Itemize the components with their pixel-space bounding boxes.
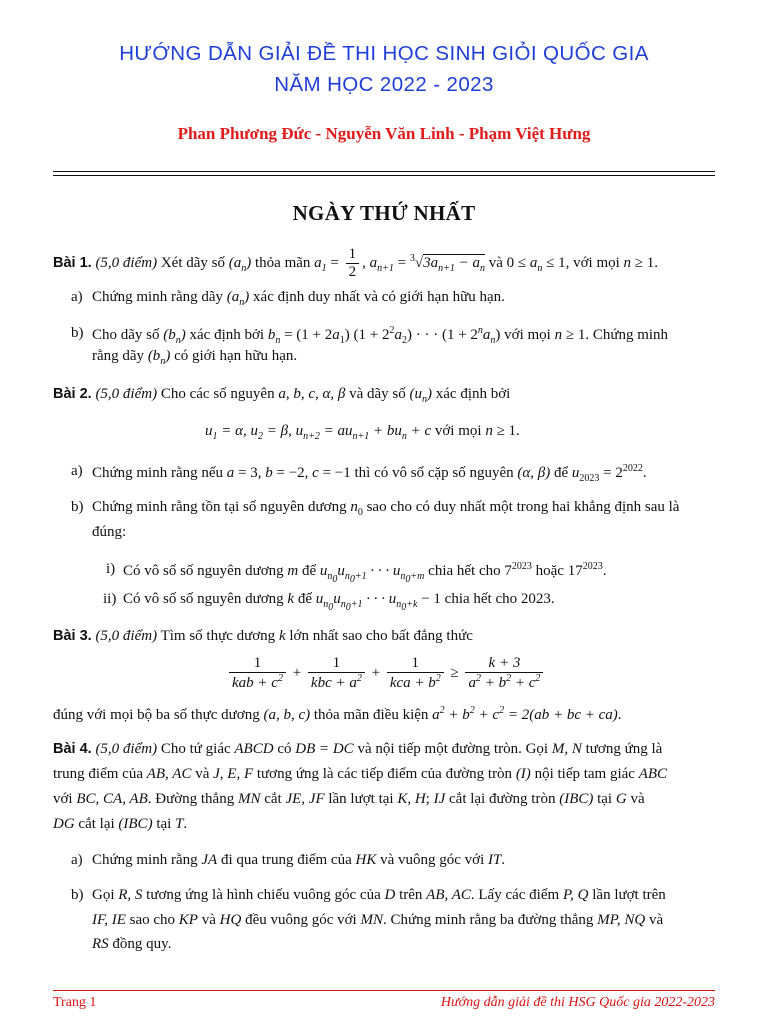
problem-4b-text-line3: RS đồng quy. <box>92 936 172 952</box>
problem-4-statement-line4: DG cắt lại (IBC) tại T. <box>53 816 188 832</box>
problem-3-condition: đúng với mọi bộ ba số thực dương (a, b, c) thỏa mãn điều kiện $a^2 + b^2 + c^2 = 2(ab$ + bc + ca). <box>53 705 622 723</box>
problem-2-label: Bài 2. <box>53 386 92 402</box>
header-rule-bottom <box>53 175 715 176</box>
problem-4b-label: b) <box>71 887 84 903</box>
problem-3-label: Bài 3. <box>53 628 92 644</box>
problem-2b-label: b) <box>71 499 84 515</box>
problem-1a-text: Chứng minh rằng dãy $(a_n)$ xác định duy nhất và có giới hạn hữu hạn. <box>92 289 505 308</box>
header-rule-top <box>53 171 715 172</box>
document-title-line2: NĂM HỌC 2022 - 2023 <box>274 73 494 96</box>
problem-4-statement-line1: Bài 4. (5,0 điểm) Cho tứ giác ABCD có DB = DC và nội tiếp một đường tròn. Gọi M, N tương ứng là <box>53 741 663 757</box>
problem-2a-text: Chứng minh rằng nếu a = 3, b = −2, c = −1 thì có vô số cặp số nguyên (α, β) để $u_{2023} = 2^{2022}$. <box>92 463 647 484</box>
problem-4b-text: Gọi R, S tương ứng là hình chiếu vuông góc của D trên AB, AC. Lấy các điểm P, Q lần lượt trên <box>92 887 666 903</box>
problem-2b-text-line2: đúng: <box>92 524 127 540</box>
problem-4-statement-line3: với BC, CA, AB. Đường thẳng MN cắt JE, JF lần lượt tại K, H; IJ cắt lại đường tròn (IBC) tại G và <box>53 791 645 807</box>
problem-3-statement: Bài 3. (5,0 điểm) Tìm số thực dương k lớn nhất sao cho bất đẳng thức <box>53 628 473 644</box>
page-number: Trang 1 <box>53 995 97 1010</box>
problem-2b-ii-text: Có vô số số nguyên dương k để $u_{n_0}u_{n_0+1}$ · · · $u_{n_0+k} - 1$ chia hết cho 2023. <box>123 591 555 613</box>
problem-2b-text: Chứng minh rằng tồn tại số nguyên dương $n_0$ sao cho có duy nhất một trong hai khẳng định sau là <box>92 499 680 518</box>
problem-1-statement: Bài 1. (5,0 điểm) Xét dãy số $(a_n)$ thỏa mãn $a_1$ = $\frac{1}{2}$ , $a_{n+1} = ^3√3a_{n+1} - a_n$ và $0 \le a_n \le 1$, với mọi n ≥ 1. <box>53 246 659 281</box>
problem-2b-i-label: i) <box>106 561 116 577</box>
problem-2a-label: a) <box>71 463 83 479</box>
problem-4a-label: a) <box>71 852 83 868</box>
problem-2b-ii-label: ii) <box>103 591 117 607</box>
footer-rule <box>53 990 715 991</box>
document-title-line1: HƯỚNG DẪN GIẢI ĐỀ THI HỌC SINH GIỎI QUỐC GIA <box>119 42 649 65</box>
problem-2-statement: Bài 2. (5,0 điểm) Cho các số nguyên a, b, c, α, β và dãy số $(u_n)$ xác định bởi <box>53 386 511 405</box>
problem-4b-text-line2: IF, IE sao cho KP và HQ đều vuông góc với MN. Chứng minh rằng ba đường thẳng MP, NQ và <box>92 912 664 928</box>
problem-4a-text: Chứng minh rằng JA đi qua trung điểm của HK và vuông góc với IT. <box>92 852 506 868</box>
problem-1a-label: a) <box>71 289 83 305</box>
problem-4-statement-line2: trung điểm của AB, AC và J, E, F tương ứng là các tiếp điểm của đường tròn (I) nội tiếp tam giác ABC <box>53 766 668 782</box>
problem-4-label: Bài 4. <box>53 741 92 757</box>
day-title: NGÀY THỨ NHẤT <box>292 201 476 225</box>
authors: Phan Phương Đức - Nguyễn Văn Linh - Phạm Việt Hưng <box>177 124 591 143</box>
running-footer-title: Hướng dẫn giải đề thi HSG Quốc gia 2022-2023 <box>440 995 715 1010</box>
problem-1b-text: Cho dãy số $(b_n)$ xác định bởi $b_n = (1 + 2a_1) (1 + 2^2a_2)$ · · · $(1 + 2^na_n)$ với mọi n ≥ 1. Chứng minh <box>92 325 669 346</box>
problem-2-recurrence: $u_1 = \alpha$, $u_2 = \beta$, $u_{n+2} = au_{n+1} + bu_n + c$ với mọi n ≥ 1. <box>205 423 520 442</box>
problem-1-label: Bài 1. <box>53 255 92 272</box>
problem-3-inequality: $\frac{1}{kab + c^2}$ + $\frac{1}{kbc + a^2}$ + $\frac{1}{kca + b^2}$ ≥ $\frac{k + 3}{a^2 + b^2 + c^2}$ <box>226 655 546 693</box>
problem-1b-text-line2: rằng dãy $(b_n)$ có giới hạn hữu hạn. <box>92 348 298 367</box>
problem-2b-i-text: Có vô số số nguyên dương m để $u_{n_0}u_{n_0+1}$ · · · $u_{n_0+m}$ chia hết cho $7^{2023}$ hoặc $17^{2023}$. <box>123 561 607 585</box>
problem-1b-label: b) <box>71 325 84 341</box>
